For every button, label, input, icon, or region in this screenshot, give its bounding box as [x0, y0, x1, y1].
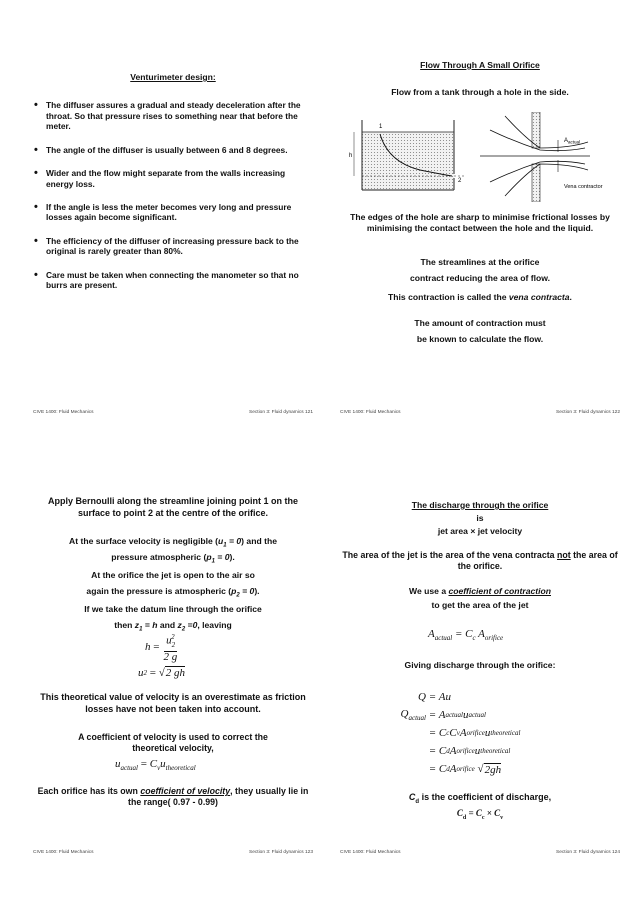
- slide-subtitle: Flow from a tank through a hole in the side.: [391, 87, 569, 97]
- slide-122: [340, 40, 620, 415]
- subscript: c: [446, 729, 450, 737]
- paragraph: [340, 586, 620, 611]
- footer-course: CIVE 1400: Fluid Mechanics: [33, 850, 94, 855]
- paragraph: Giving discharge through the orifice:: [404, 660, 556, 670]
- text-span: is the coefficient of discharge,: [419, 792, 552, 802]
- radicand: 2 gh: [165, 667, 186, 679]
- paragraph: This contraction is called the vena contracta.: [388, 292, 572, 302]
- text-span: not: [557, 550, 571, 560]
- slide-footer: [33, 850, 313, 855]
- subscript: theoretical: [490, 729, 521, 737]
- symbol: C: [149, 758, 158, 770]
- subscript: c: [472, 634, 476, 643]
- text-line: jet area × jet velocity: [437, 526, 523, 536]
- text-span: Each orifice has its own: [37, 786, 141, 796]
- subscript: d: [446, 747, 450, 755]
- subscript: 2: [143, 668, 147, 677]
- slide-title: Flow Through A Small Orifice: [420, 60, 540, 70]
- subscript: d: [462, 814, 467, 821]
- term-coefficient-of-contraction: coefficient of contraction: [448, 586, 551, 596]
- term-coefficient-of-velocity: coefficient of velocity: [140, 786, 231, 796]
- text-span: ).: [229, 551, 235, 562]
- list-item: • The angle of the diffuser is usually between 6 and 8 degrees.: [33, 145, 313, 156]
- discharge-equations: [388, 688, 608, 778]
- equation-actual-velocity: [115, 758, 196, 772]
- footer-section: Section 3: Fluid dynamics 123: [249, 850, 313, 855]
- paragraph: [33, 570, 313, 602]
- symbol: = C: [428, 727, 447, 739]
- text-line: to get the area of the jet: [431, 600, 529, 610]
- symbol: u: [474, 745, 481, 757]
- subscript: orifice: [456, 747, 475, 755]
- subscript: theoretical: [480, 747, 511, 755]
- text-line: If we take the datum line through the orifice: [84, 604, 262, 614]
- footer-section: Section 3: Fluid dynamics 122: [556, 410, 620, 415]
- paragraph: [340, 318, 620, 345]
- slide-121: [33, 40, 313, 415]
- slide-footer: [340, 850, 620, 855]
- symbol: = C: [428, 745, 447, 757]
- text-span: , they usually lie in the range( 0.97 - 0.99): [128, 786, 309, 807]
- list-item: • The diffuser assures a gradual and steady deceleration after the throat. So that pressure rises to something near that before the meter.: [33, 100, 313, 132]
- subscript: actual: [434, 634, 453, 643]
- symbol: = 0: [239, 586, 255, 596]
- symbol: p: [231, 586, 237, 596]
- symbol: z: [177, 620, 182, 630]
- symbol: u: [462, 709, 469, 721]
- footer-section: Section 3: Fluid dynamics 124: [556, 850, 620, 855]
- subscript: 1: [139, 626, 143, 633]
- slide-footer: [33, 410, 313, 415]
- subscript: d: [446, 765, 450, 773]
- symbol: Q: [418, 691, 426, 703]
- symbol: A: [459, 727, 467, 739]
- footer-course: CIVE 1400: Fluid Mechanics: [33, 410, 94, 415]
- symbol: = C: [428, 763, 447, 775]
- equation-h: [145, 632, 177, 663]
- paragraph: [33, 786, 313, 808]
- subscript: 2: [181, 626, 186, 633]
- symbol: A: [428, 628, 435, 640]
- text-span: ) and the: [241, 536, 277, 546]
- subscript: v: [157, 764, 161, 773]
- equation-line: [388, 724, 608, 742]
- subscript: 1: [223, 542, 227, 549]
- slide-124: [340, 480, 620, 855]
- subscript: d: [415, 798, 420, 805]
- list-item: • Care must be taken when connecting the manometer so that no burrs are present.: [33, 270, 313, 291]
- subscript: 2: [236, 592, 240, 599]
- symbol: C: [449, 727, 457, 739]
- text-span: again the pressure is atmospheric (: [86, 586, 232, 596]
- paragraph: The edges of the hole are sharp to minimise frictional losses by minimising the contact between the hole and the liquid.: [350, 212, 610, 233]
- tank-figure: [349, 120, 464, 190]
- text-line: The streamlines at the orifice: [420, 257, 540, 267]
- subscript: v: [500, 814, 504, 821]
- bullet-list: [33, 100, 313, 303]
- paragraph: [33, 604, 313, 636]
- text-span: , leaving: [197, 620, 232, 630]
- slide-title: Venturimeter design:: [130, 72, 216, 82]
- radicand: 2gh: [484, 763, 502, 776]
- subscript: v: [456, 729, 460, 737]
- vena-contracta-figure: [480, 112, 603, 202]
- label-2: 2: [458, 178, 462, 184]
- text-span: This contraction is called the: [388, 292, 509, 302]
- paragraph: This theoretical value of velocity is an overestimate as friction losses have not been taken into account.: [40, 692, 306, 714]
- paragraph: [340, 500, 620, 537]
- text-span: We use a: [409, 586, 449, 596]
- paragraph: [340, 792, 620, 808]
- equation-line: = C d A orifice √ 2gh: [428, 763, 502, 776]
- term-vena-contracta: vena contracta: [508, 292, 570, 302]
- symbol: =0: [185, 620, 198, 630]
- subscript: 1: [211, 558, 215, 565]
- equation-line: [388, 688, 608, 706]
- symbol: C: [456, 808, 463, 818]
- symbol: = A: [428, 709, 446, 721]
- footer-course: CIVE 1400: Fluid Mechanics: [340, 850, 401, 855]
- paragraph: [340, 808, 620, 824]
- equation-line: [388, 706, 608, 724]
- list-item: • If the angle is less the meter becomes very long and pressure losses again become significant.: [33, 202, 313, 223]
- subscript: theoretical: [165, 764, 196, 773]
- paragraph: [340, 550, 620, 572]
- slide-footer: [340, 410, 620, 415]
- text-span: ).: [254, 586, 260, 596]
- symbol: p: [206, 551, 212, 562]
- symbol: A: [449, 763, 457, 775]
- denominator: 2 g: [163, 650, 178, 663]
- text-line: At the orifice the jet is open to the air so: [91, 570, 255, 580]
- symbol: = Au: [428, 691, 451, 703]
- equation-area: [428, 628, 503, 642]
- fraction: [163, 632, 177, 663]
- operator: =: [153, 641, 160, 654]
- text-line: is: [476, 513, 484, 523]
- list-item: • Wider and the flow might separate from the walls increasing energy loss.: [33, 168, 313, 189]
- symbol: u: [484, 727, 491, 739]
- symbol: = 0: [214, 551, 230, 562]
- text-line: be known to calculate the flow.: [416, 334, 544, 344]
- text-line: contract reducing the area of flow.: [409, 273, 551, 283]
- operator: =: [149, 666, 156, 679]
- symbol: A: [475, 628, 485, 640]
- text-span: At the surface velocity is negligible (: [69, 536, 218, 546]
- label-vena-contractor: Vena contractor: [564, 184, 603, 190]
- text-span: The area of the jet is the area of the vena contracta: [342, 550, 557, 560]
- subscript: 2: [171, 640, 176, 649]
- symbol: h: [145, 641, 151, 654]
- symbol: u: [166, 634, 172, 647]
- orifice-diagram: [340, 112, 620, 202]
- text-line: The amount of contraction must: [414, 318, 546, 328]
- subscript: actual: [468, 711, 486, 719]
- symbol: u: [138, 666, 144, 679]
- superscript: 2: [171, 633, 175, 641]
- symbol: = 0: [226, 536, 242, 546]
- label-h: h: [349, 153, 353, 159]
- text-span: and: [157, 620, 178, 630]
- symbol: C: [408, 792, 416, 802]
- symbol: = C: [454, 628, 473, 640]
- subscript: actual: [408, 714, 426, 723]
- subscript: orifice: [456, 765, 475, 773]
- text-line: The discharge through the orifice: [411, 500, 549, 510]
- symbol: u: [218, 536, 224, 546]
- subscript: actual: [445, 711, 463, 719]
- symbol: × C: [484, 808, 501, 818]
- paragraph: Apply Bernoulli along the streamline joining point 1 on the surface to point 2 at the centre of the orifice.: [47, 496, 298, 518]
- subscript: orifice: [484, 634, 504, 643]
- equation-u2: u 2 = √ 2 gh: [138, 666, 186, 679]
- symbol: = C: [466, 808, 482, 818]
- text-span: pressure atmospheric (: [111, 551, 207, 562]
- paragraph: [33, 536, 313, 567]
- paragraph: A coefficient of velocity is used to correct the theoretical velocity,: [78, 732, 268, 753]
- footer-section: Section 3: Fluid dynamics 121: [249, 410, 313, 415]
- symbol: Q: [400, 707, 409, 720]
- list-item: • The efficiency of the diffuser of increasing pressure back to the original is rarely greater than 80%.: [33, 236, 313, 257]
- subscript: c: [481, 814, 485, 821]
- footer-course: CIVE 1400: Fluid Mechanics: [340, 410, 401, 415]
- slide-123: [33, 480, 313, 855]
- symbol: z: [134, 620, 140, 630]
- equation-line: [388, 742, 608, 760]
- symbol: = h: [142, 620, 158, 630]
- subscript: actual: [120, 764, 138, 773]
- paragraph: [340, 257, 620, 284]
- symbol: u: [115, 758, 121, 770]
- subscript: orifice: [466, 729, 485, 737]
- label-1: 1: [379, 124, 383, 130]
- symbol: u: [160, 758, 166, 770]
- text-span: the area of the orifice.: [457, 550, 618, 571]
- operator: =: [138, 758, 150, 770]
- label-a-actual: $A_{actual}$: [564, 138, 581, 145]
- text-span: then: [114, 620, 135, 630]
- symbol: A: [449, 745, 457, 757]
